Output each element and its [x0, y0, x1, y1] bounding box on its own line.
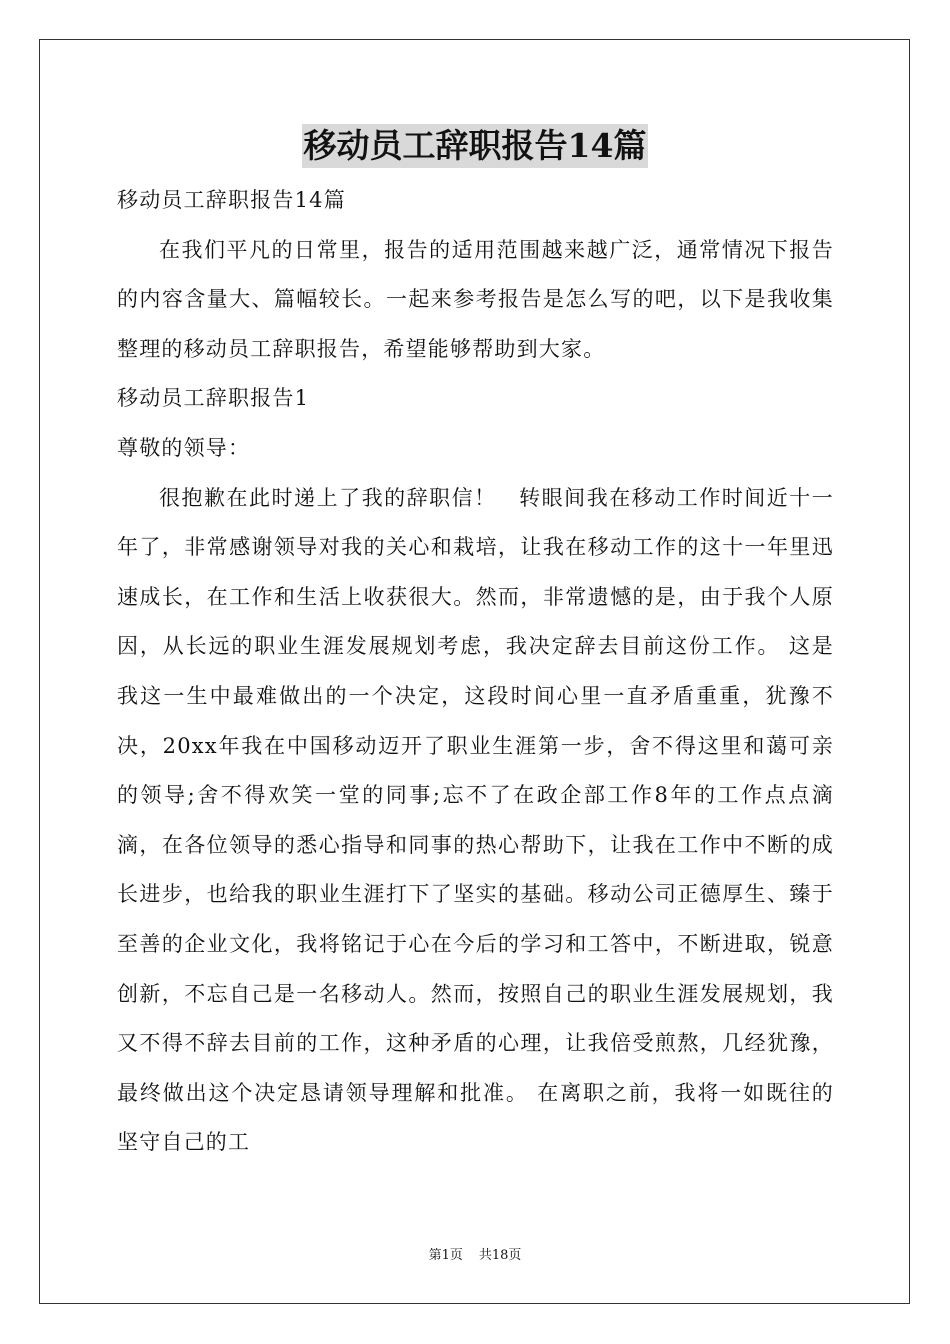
document-title: 移动员工辞职报告14篇	[302, 124, 649, 168]
intro-paragraph: 在我们平凡的日常里，报告的适用范围越来越广泛，通常情况下报告的内容含量大、篇幅较长。一起来参考报告是怎么写的吧，以下是我收集整理的移动员工辞职报告，希望能够帮助到大家。	[117, 237, 834, 361]
page-footer	[0, 1246, 950, 1266]
subtitle-line: 移动员工辞职报告14篇	[117, 188, 346, 212]
salutation: 尊敬的领导：	[117, 435, 251, 460]
document-body	[117, 176, 834, 1168]
title-container	[0, 124, 950, 168]
letter-paragraph: 很抱歉在此时递上了我的辞职信！ 转眼间我在移动工作时间近十一年了，非常感谢领导对我的关心和栽培，让我在移动工作的这十一年里迅速成长，在工作和生活上收获很大。然而，非常遗憾的是，由于我个人原因，从长远的职业生涯发展规划考虑，我决定辞去目前这份工作。 这是我这一生中最难做出的一个决定，这段时间心里一直矛盾重重，犹豫不决，20xx年我在中国移动迈开了职业生涯第一步，舍不得这里和蔼可亲的领导;舍不得欢笑一堂的同事;忘不了在政企部工作8年的工作点点滴滴，在各位领导的悉心指导和同事的热心帮助下，让我在工作中不断的成长进步，也给我的职业生涯打下了坚实的基础。移动公司正德厚生、臻于至善的企业文化，我将铭记于心在今后的学习和工答中，不断进取，锐意创新，不忘自己是一名移动人。然而，按照自己的职业生涯发展规划，我又不得不辞去目前的工作，这种矛盾的心理，让我倍受煎熬，几经犹豫，最终做出这个决定恳请领导理解和批准。 在离职之前，我将一如既往的坚守自己的工	[117, 485, 834, 1155]
total-pages: 共18页	[478, 1248, 522, 1263]
page-number: 第1页	[428, 1248, 463, 1263]
section-heading: 移动员工辞职报告1	[117, 386, 310, 411]
